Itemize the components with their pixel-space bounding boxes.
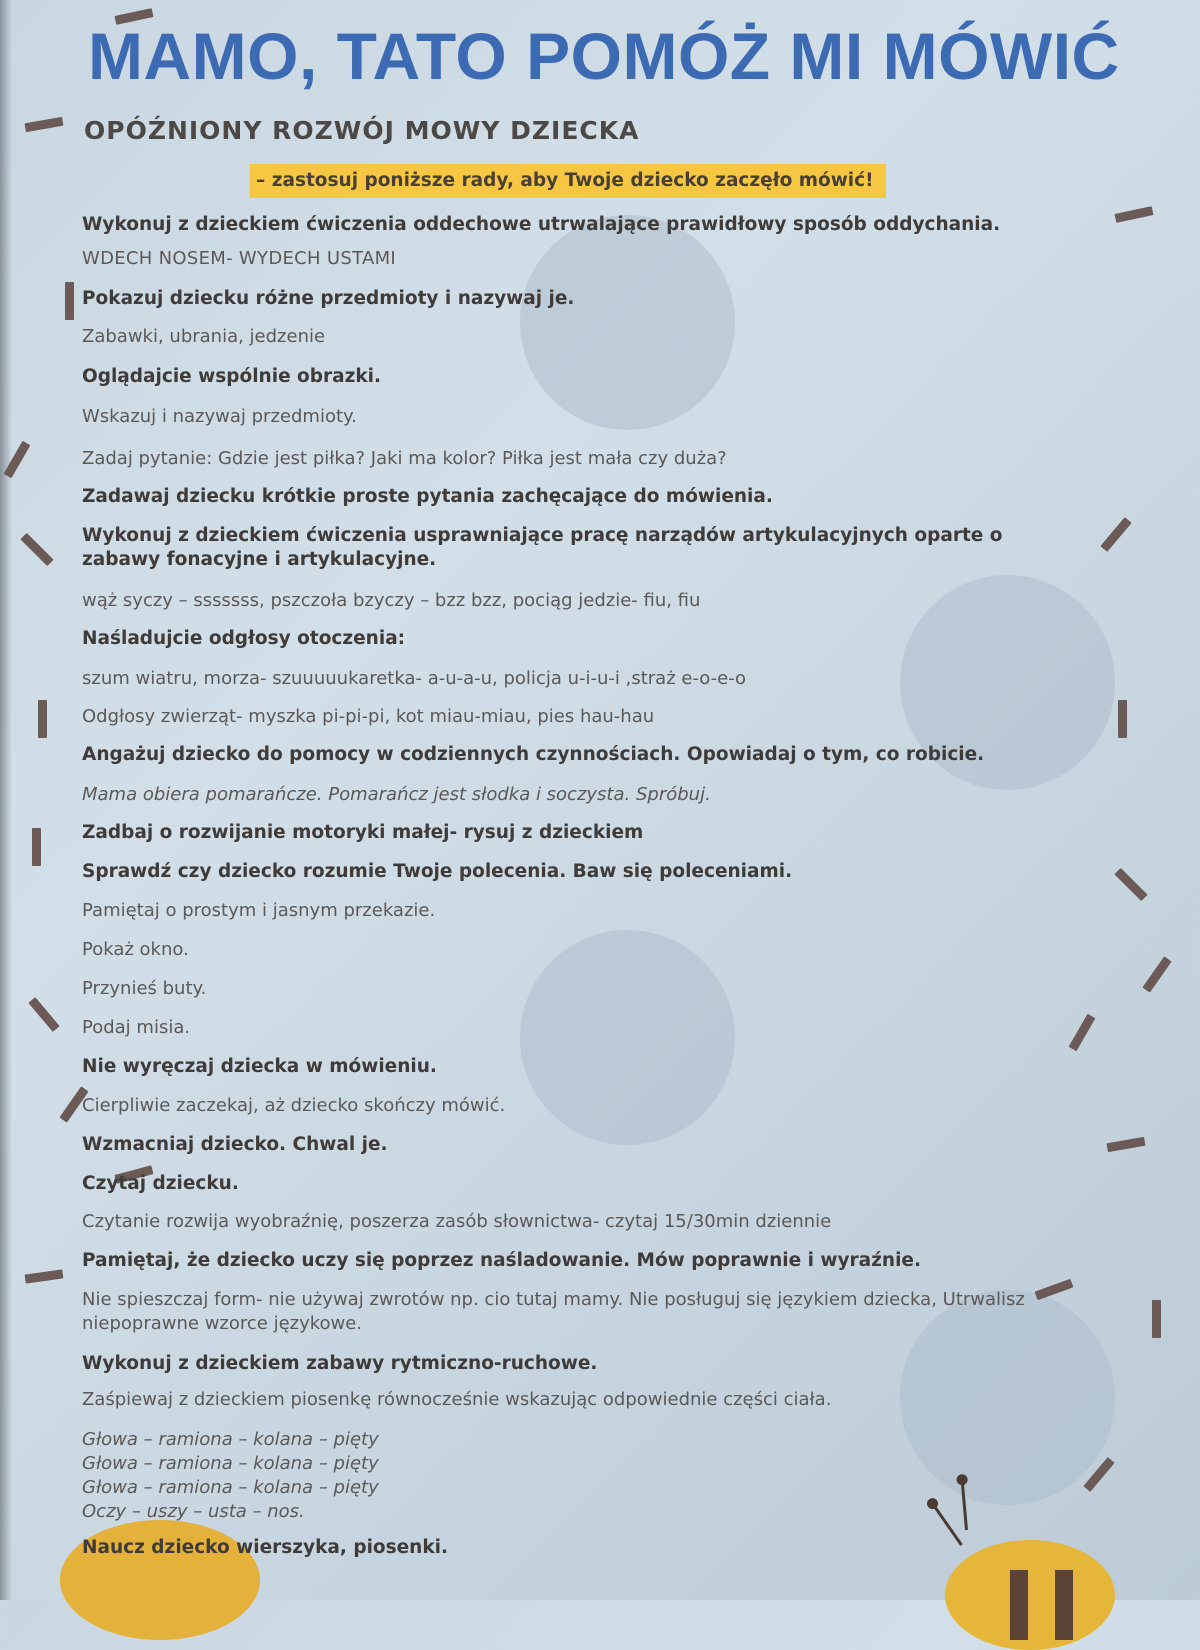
confetti-dash [1118, 700, 1127, 738]
decor-circle [520, 215, 735, 430]
confetti-dash [1069, 1014, 1096, 1051]
confetti-dash [20, 533, 53, 566]
advice-detail: Pamiętaj o prostym i jasnym przekazie. [82, 900, 436, 921]
advice-detail: Wskazuj i nazywaj przedmioty. [82, 406, 357, 427]
advice-heading: Pokazuj dziecku różne przedmioty i nazywaj je. [82, 288, 575, 309]
advice-heading: Zadawaj dziecku krótkie proste pytania zachęcające do mówienia. [82, 486, 773, 507]
advice-heading: Wykonuj z dzieckiem ćwiczenia usprawniające pracę narządów artykulacyjnych oparte o zabawy fonacyjne i artykulacyjne. [82, 525, 1003, 570]
confetti-dash [1114, 868, 1147, 901]
page-edge-shadow [0, 0, 12, 1600]
confetti-dash [32, 828, 41, 866]
advice-heading: Naśladujcie odgłosy otoczenia: [82, 628, 406, 649]
bee-antenna [932, 1503, 963, 1546]
advice-heading: Oglądajcie wspólnie obrazki. [82, 366, 382, 387]
advice-detail: Czytanie rozwija wyobraźnię, poszerza zasób słownictwa- czytaj 15/30min dziennie [82, 1211, 832, 1232]
bee-body [945, 1540, 1115, 1650]
advice-heading: Pamiętaj, że dziecko uczy się poprzez naśladowanie. Mów poprawnie i wyraźnie. [82, 1250, 921, 1271]
confetti-dash [25, 117, 64, 132]
page-title: MAMO, TATO POMÓŻ MI MÓWIĆ [88, 19, 1120, 93]
advice-detail: Przynieś buty. [82, 978, 207, 999]
advice-detail: Odgłosy zwierząt- myszka pi-pi-pi, kot miau-miau, pies hau-hau [82, 706, 655, 727]
advice-heading: Wykonuj z dzieckiem zabawy rytmiczno-ruchowe. [82, 1353, 598, 1374]
bee-illustration [925, 1500, 1115, 1640]
advice-detail: Nie spieszczaj form- nie używaj zwrotów np. cio tutaj mamy. Nie posługuj się językiem dziecka, Utrwalisz niepoprawne wzorce językowe. [82, 1289, 1025, 1334]
advice-heading: Wzmacniaj dziecko. Chwal je. [82, 1134, 388, 1155]
advice-detail: szum wiatru, morza- szuuuuukaretka- a-u-a-u, policja u-i-u-i ,straż e-o-e-o [82, 668, 747, 689]
song-line: Głowa – ramiona – kolana – pięty [82, 1477, 379, 1498]
advice-heading: Nie wyręczaj dziecka w mówieniu. [82, 1056, 437, 1077]
song-line: Głowa – ramiona – kolana – pięty [82, 1429, 379, 1450]
advice-detail: Zaśpiewaj z dzieckiem piosenkę równocześnie wskazując odpowiednie części ciała. [82, 1389, 832, 1410]
advice-detail: Podaj misia. [82, 1017, 191, 1038]
confetti-dash [25, 1269, 64, 1283]
page-subtitle: OPÓŹNIONY ROZWÓJ MOWY DZIECKA [84, 116, 640, 145]
advice-detail: Cierpliwie zaczekaj, aż dziecko skończy mówić. [82, 1095, 506, 1116]
advice-detail: Mama obiera pomarańcze. Pomarańcz jest słodka i soczysta. Spróbuj. [82, 784, 711, 805]
advice-heading: Wykonuj z dzieckiem ćwiczenia oddechowe utrwalające prawidłowy sposób oddychania. [82, 214, 1001, 235]
advice-detail: Zabawki, ubrania, jedzenie [82, 326, 326, 347]
advice-heading: Sprawdź czy dziecko rozumie Twoje polecenia. Baw się poleceniami. [82, 861, 793, 882]
bee-stripe [1010, 1570, 1028, 1640]
bee-stripe [1055, 1570, 1073, 1640]
confetti-dash [28, 997, 59, 1032]
confetti-dash [1100, 517, 1131, 552]
song-line: Głowa – ramiona – kolana – pięty [82, 1453, 379, 1474]
advice-detail: wąż syczy – sssssss, pszczoła bzyczy – bzz bzz, pociąg jedzie- fiu, fiu [82, 590, 701, 611]
advice-detail: Zadaj pytanie: Gdzie jest piłka? Jaki ma kolor? Piłka jest mała czy duża? [82, 448, 727, 469]
confetti-dash [1114, 206, 1153, 223]
advice-heading: Angażuj dziecko do pomocy w codziennych czynnościach. Opowiadaj o tym, co robicie. [82, 744, 985, 765]
advice-detail: WDECH NOSEM- WYDECH USTAMI [82, 248, 397, 269]
decor-circle [520, 930, 735, 1145]
confetti-dash [1107, 1137, 1146, 1152]
advice-heading: Naucz dziecko wierszyka, piosenki. [82, 1537, 449, 1558]
advice-heading: Zadbaj o rozwijanie motoryki małej- rysuj z dzieckiem [82, 822, 644, 843]
confetti-dash [1152, 1300, 1161, 1338]
highlighted-tagline: – zastosuj poniższe rady, aby Twoje dziecko zaczęło mówić! [250, 164, 886, 198]
song-line: Oczy – uszy – usta – nos. [82, 1501, 305, 1522]
advice-detail: Pokaż okno. [82, 939, 189, 960]
confetti-dash [1142, 956, 1171, 992]
confetti-dash [65, 282, 74, 320]
advice-heading: Czytaj dziecku. [82, 1173, 239, 1194]
confetti-dash [38, 700, 47, 738]
